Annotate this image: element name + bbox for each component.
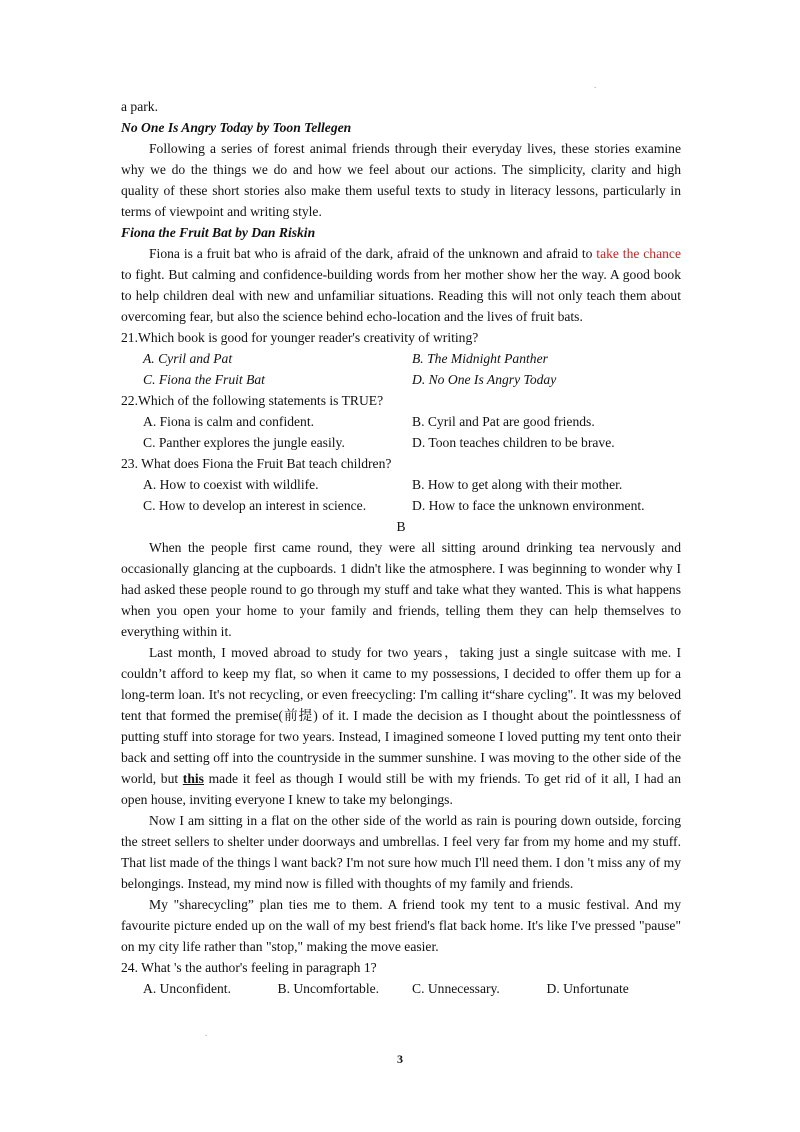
option-21d[interactable]: D. No One Is Angry Today [412, 372, 557, 387]
question-22: 22.Which of the following statements is TRUE? [121, 393, 384, 408]
passage-b-paragraph-2: Last month, I moved abroad to study for two years，taking just a single suitcase with me. I couldn’t afford to keep my flat, so when it came to my possessions, I decided to offer them up for a long-term loan. It's not recycling, or even freecycling: I'm calling it“share cycling". It was my beloved tent that formed the premise(前提) of it. I made the decision as I thought about the pointlessness of putting stuff into storage for two years. Instead, I imagined someone I loved putting my tent onto their back and setting off into the countryside in the summer sunshine. I was moving to the other side of the world, but this made it feel as though I would still be with my friends. To get rid of it all, I had an open house, inviting everyone I knew to take my belongings. [121, 645, 682, 807]
question-24-options [121, 978, 681, 999]
worksheet-page [121, 96, 681, 999]
option-23b[interactable]: B. How to get along with their mother. [412, 477, 623, 492]
passage-b-paragraph-1: When the people first came round, they were all sitting around drinking tea nervously and occasionally glancing at the cupboards. 1 didn't like the atmosphere. I was beginning to wonder why I had asked these people round to go through my stuff and take what they wanted. This is what happens when you open your home to your family and friends, telling them they can help themselves to everything within it. [121, 540, 681, 639]
option-22a[interactable]: A. Fiona is calm and confident. [143, 414, 315, 429]
option-23c[interactable]: C. How to develop an interest in science. [143, 498, 367, 513]
book-description-fiona: Fiona is a fruit bat who is afraid of the dark, afraid of the unknown and afraid to take the chance to fight. But calming and confidence-building words from her mother show her the way. A good book to help children deal with new and unfamiliar situations. Reading this will not only teach them about overcoming fear, but also the science behind echo-location and the lives of fruit bats. [121, 246, 681, 324]
option-21b[interactable]: B. The Midnight Panther [412, 351, 548, 366]
option-21a[interactable]: A. Cyril and Pat [143, 351, 233, 366]
question-21-options-row2 [121, 369, 681, 390]
question-22-options-row1 [121, 411, 681, 432]
option-22c[interactable]: C. Panther explores the jungle easily. [143, 435, 345, 450]
question-24: 24. What 's the author's feeling in paragraph 1? [121, 960, 377, 975]
underlined-word-this: this [182, 771, 204, 786]
question-22-options-row2 [121, 432, 681, 453]
question-23-options-row1 [121, 474, 681, 495]
question-21-options-row1 [121, 348, 681, 369]
option-24a[interactable]: A. Unconfident. [143, 981, 231, 996]
option-24b[interactable]: B. Uncomfortable. [277, 981, 380, 996]
question-23: 23. What does Fiona the Fruit Bat teach children? [121, 456, 392, 471]
question-21: 21.Which book is good for younger reader's creativity of writing? [121, 330, 479, 345]
continued-line: a park. [121, 99, 158, 114]
page-number: 3 [397, 1052, 403, 1066]
option-24c[interactable]: C. Unnecessary. [412, 981, 500, 996]
passage-b-paragraph-3: Now I am sitting in a flat on the other side of the world as rain is pouring down outside, forcing the street sellers to shelter under doorways and umbrellas. I feel very far from my home and my stuff. That list made of the things l want back? I'm not sure how much I'll need them. I don 't miss any of my belongings. Instead, my mind now is filled with thoughts of my family and friends. [121, 813, 681, 891]
option-22d[interactable]: D. Toon teaches children to be brave. [412, 435, 615, 450]
option-24d[interactable]: D. Unfortunate [546, 981, 629, 996]
option-23d[interactable]: D. How to face the unknown environment. [412, 498, 645, 513]
option-22b[interactable]: B. Cyril and Pat are good friends. [412, 414, 595, 429]
book-description-no-one-is-angry: Following a series of forest animal friends through their everyday lives, these stories examine why we do the things we do and how we feel about our actions. The simplicity, clarity and high quality of these short stories also make them useful texts to study in literacy lessons, particularly in terms of viewpoint and writing style. [121, 141, 681, 219]
book-title-fiona: Fiona the Fruit Bat by Dan Riskin [121, 225, 316, 240]
section-heading-b: B [396, 519, 406, 534]
option-23a[interactable]: A. How to coexist with wildlife. [143, 477, 319, 492]
passage-b-paragraph-4: My "sharecycling” plan ties me to them. A friend took my tent to a music festival. And my favourite picture ended up on the wall of my best friend's flat back home. It's like I've pressed "pause" on my city life rather than "stop," making the move easier. [121, 897, 681, 954]
question-23-options-row2 [121, 495, 681, 516]
book-title-no-one-is-angry: No One Is Angry Today by Toon Tellegen [121, 120, 352, 135]
option-21c[interactable]: C. Fiona the Fruit Bat [143, 372, 265, 387]
highlighted-phrase: take the chance [596, 246, 681, 261]
scan-mark: . [205, 1028, 208, 1038]
scan-mark: . [594, 80, 597, 90]
